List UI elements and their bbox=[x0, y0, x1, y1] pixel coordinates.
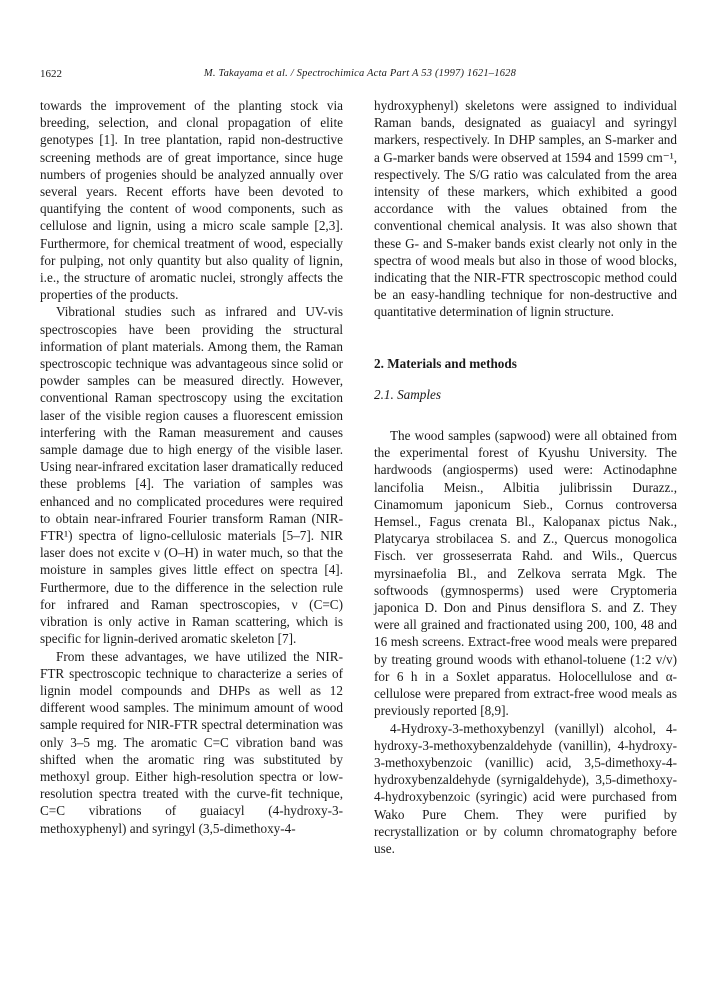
paragraph-skeletons: hydroxyphenyl) skeletons were assigned to individual Raman bands, designated as guaiacyl and syringyl markers, respectively. In DHP samples, an S-marker and a G-marker bands were observed at 1594 and 1599 cm⁻¹, respectively. The S/G ratio was calculated from the area intensity of these markers, which exhibited a good accordance with the values obtained from the conventional chemical analysis. It was also shown that these G- and S-maker bands exist clearly not only in the spectra of wood meals but also in those of wood blocks, indicating that the NIR-FTR spectroscopic method could be an easy-handling technique for non-destructive and quantitative determination of lignin structure. bbox=[374, 98, 677, 320]
paragraph-advantages: From these advantages, we have utilized the NIR-FTR spectroscopic technique to characterize a series of lignin model compounds and DHPs as well as 12 different wood samples. The minimum amount of wood sample required for NIR-FTR spectral determination was only 3–5 mg. The aromatic C=C vibration band was shifted when the aromatic ring was substituted by methoxyl group. Either high-resolution spectra or low-resolution spectra treated with the curve-fit technique, C=C vibrations of guaiacyl (4-hydroxy-3-methoxyphenyl) and syringyl (3,5-dimethoxy-4- bbox=[40, 648, 343, 836]
subsection-heading: 2.1. Samples bbox=[374, 386, 442, 402]
paragraph-samples: The wood samples (sapwood) were all obtained from the experimental forest of Kyushu University. The hardwoods (angiosperms) used were: Actinodaphne lancifolia Meisn., Albitia julibrissin Durazz., Cinamomum japonicum Sieb., Cornus controversa Hemsel., Fagus crenata Bl., Kalopanax pictus Nak., Platycarya strobilacea S. and Z., Quercus monogolica Fisch. ver grosseserrata Rahd. and Wils., Quercus myrsinaefolia Bl., and Zelkova serrata Mgk. The softwoods (gymnosperms) used were Cryptomeria japonica D. Don and Pinus densiflora S. and Z. They were all grained and fractionated using 200, 100, 48 and 16 mesh screens. Extract-free wood meals were prepared by treating ground woods with ethanol-toluene (1:2 v/v) for 6 h in a Soxlet apparatus. Holocellulose and α-cellulose were prepared from extract-free wood meals as previously reported [8,9]. bbox=[374, 428, 677, 719]
page-header bbox=[0, 68, 720, 84]
paragraph-compounds: 4-Hydroxy-3-methoxybenzyl (vanillyl) alcohol, 4-hydroxy-3-methoxybenzaldehyde (vanillin), 4-hydroxy-3-methoxybenzoic (vanillic) acid, 3,5-dimethoxy-4-hydroxybenzaldehyde (syrnigaldehyde), 3,5-dimethoxy-4-hydroxybenzoic (syringic) acid were purchased from Wako Pure Chem. They were purified by recrystallization or by column chromatography before use. bbox=[374, 720, 677, 856]
paragraph-vibrational-studies: Vibrational studies such as infrared and UV-vis spectroscopies have been providing the structural information of plant materials. Among them, the Raman spectroscopic technique was advantageous since solid or powder samples can be measured directly. However, conventional Raman spectroscopy using the excitation laser of the visible region causes a fluorescent emission interfering with the Raman measurement and causes sample damage due to high energy of the visible laser. Using near-infrared excitation laser dramatically reduced these problems [4]. The variation of samples was enhanced and no complicated procedures were required to obtain near-infrared Fourier transform Raman (NIR-FTR¹) spectra of ligno-cellulosic materials [5–7]. NIR laser does not excite ν (O–H) in water much, so that the moisture in samples gives little effect on spectra [4]. Furthermore, due to the difference in the selection rule for infrared and Raman spectroscopies, ν (C=C) vibration is only active in Raman scattering, which is specific for lignin-derived aromatic skeleton [7]. bbox=[40, 304, 343, 647]
left-column bbox=[40, 97, 343, 837]
right-column bbox=[374, 97, 677, 857]
page-number: 1622 bbox=[40, 68, 62, 80]
paragraph-intro-continued: towards the improvement of the planting stock via breeding, selection, and clonal propagation of elite genotypes [1]. In tree plantation, rapid non-destructive screening methods are of great importance, since huge numbers of progenies should be analyzed annually over several years. Recent efforts have been devoted to quantifying the content of wood components, such as cellulose and lignin, using a micro scale sample [2,3]. Furthermore, for chemical treatment of wood, especially for pulping, not only quantity but also quality of lignin, i.e., the structure of aromatic nuclei, strongly affects the properties of the products. bbox=[40, 98, 343, 303]
section-heading: 2. Materials and methods bbox=[374, 355, 517, 371]
running-head: M. Takayama et al. / Spectrochimica Acta Part A 53 (1997) 1621–1628 bbox=[203, 68, 517, 79]
